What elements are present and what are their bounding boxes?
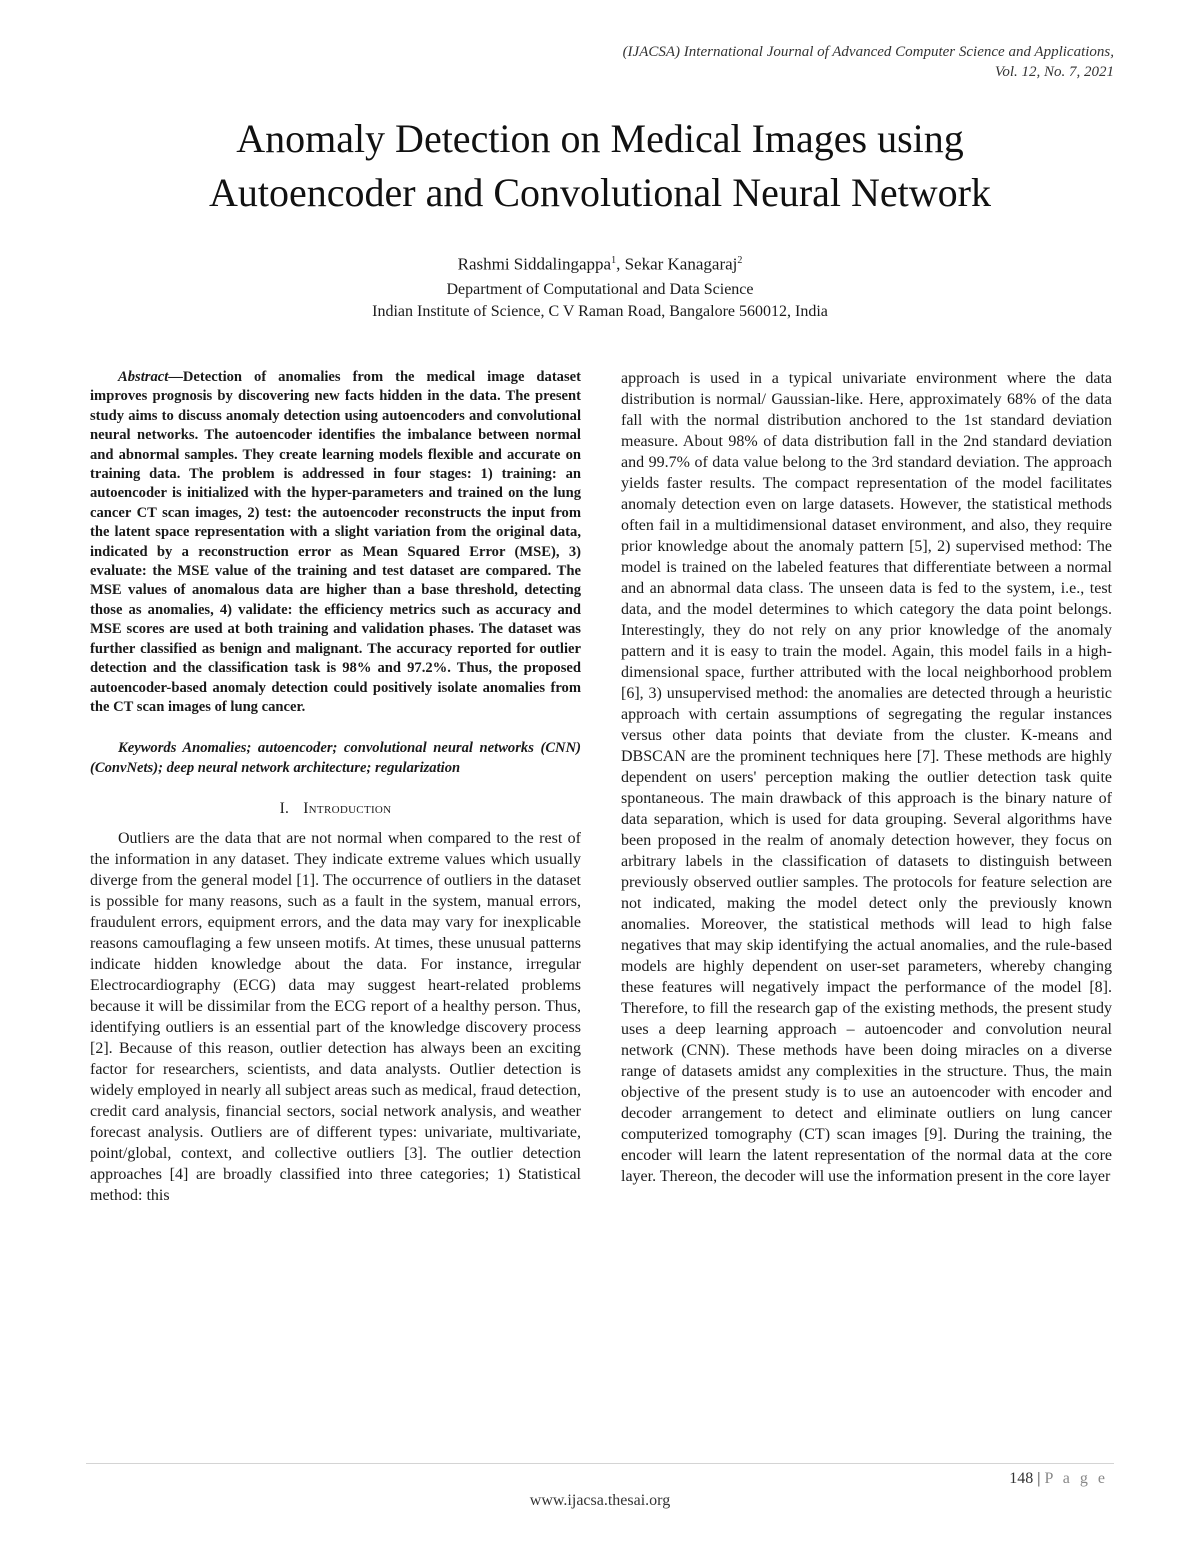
right-column <box>621 368 1112 1187</box>
abstract <box>90 368 581 717</box>
page-number <box>1009 1470 1108 1488</box>
authors <box>0 250 1200 276</box>
introduction-paragraph-left: Outliers are the data that are not normal when compared to the rest of the information in any dataset. They indicate extreme values which usually diverge from the general model [1]. The occurrence of outliers in the dataset is possible for many reasons, such as a fault in the system, manual errors, fraudulent errors, equipment errors, and the data may vary for inexplicable reasons camouflaging a few unseen motifs. At times, these unusual patterns indicate hidden knowledge about the data. For instance, irregular Electrocardiography (ECG) data may suggest heart-related problems because it will be dissimilar from the ECG report of a healthy person. Thus, identifying outliers is an essential part of the knowledge discovery process [2]. Because of this reason, outlier detection has always been an exciting factor for researchers, scientists, and data analysts. Outlier detection is widely employed in nearly all subject areas such as medical, fraud detection, credit card analysis, financial sectors, social network analysis, and weather forecast analysis. Outliers are of different types: univariate, multivariate, point/global, context, and collective outliers [3]. The outlier detection approaches [4] are broadly classified into three categories; 1) Statistical method: this <box>90 830 581 1205</box>
abstract-text: —Detection of anomalies from the medical image dataset improves prognosis by discovering new facts hidden in the data. The present study aims to discuss anomaly detection using autoencoders and convolutional neural networks. The autoencoder identifies the imbalance between normal and abnormal samples. They create learning models flexible and accurate on training data. The problem is addressed in four stages: 1) training: an autoencoder is initialized with the hyper-parameters and trained on the lung cancer CT scan images, 2) test: the autoencoder reconstructs the input from the latent space representation with a slight variation from the original data, indicated by a reconstruction error as Mean Squared Error (MSE), 3) evaluate: the MSE value of the training and test dataset are compared. The MSE values of anomalous data are higher than a base threshold, detecting those as anomalies, 4) validate: the efficiency metrics such as accuracy and MSE scores are used at both training and validation phases. The dataset was further classified as benign and malignant. The accuracy reported for outlier detection and the classification task is 98% and 97.2%. Thus, the proposed autoencoder-based anomaly detection could positively isolate anomalies from the CT scan images of lung cancer. <box>90 369 581 715</box>
left-column <box>90 368 581 1206</box>
page-number-separator: | <box>1033 1470 1045 1487</box>
section-number: I. <box>279 800 290 818</box>
introduction-paragraph-right: approach is used in a typical univariate environment where the data distribution is normal/ Gaussian-like. Here, approximately 68% of the data fall with the normal distribution anchored to the 1st standard deviation measure. About 98% of data distribution fall in the 2nd standard deviation and 99.7% of data value belong to the 3rd standard deviation. The approach yields faster results. The compact representation of the model facilitates anomaly detection even on large datasets. However, the statistical methods often fail in a multidimensional dataset environment, and also, they require prior knowledge about the anomaly pattern [5], 2) supervised method: The model is trained on the labeled features that differentiate between a normal and an abnormal data class. The unseen data is fed to the system, i.e., test data, and the model determines to which category the data point belongs. Interestingly, they do not rely on any prior knowledge of the anomaly pattern and it is easy to train the model. Again, this model fails in a high-dimensional space, further attributed with the local neighborhood problem [6], 3) unsupervised method: the anomalies are detected through a heuristic approach with certain assumptions of segregating the regular instances versus other data points that deviate from the cluster. K-means and DBSCAN are the prominent techniques here [7]. These methods are highly dependent on users' perception making the outlier detection task quite spontaneous. The main drawback of this approach is the binary nature of data separation, which is used for data grouping. Several algorithms have been proposed in the realm of anomaly detection however, they focus on arbitrary labels in the classification of datasets to distinguish between previously observed outlier samples. The protocols for feature selection are not indicated, making the model detect only the previously known anomalies. Moreover, the statistical methods will lead to high false negatives that may skip identifying the actual anomalies, and the rule-based models are highly dependent on user-set parameters, whereby changing these features will negatively impact the performance of the model [8]. Therefore, to fill the research gap of the existing methods, the present study uses a deep learning approach – autoencoder and convolution neural network (CNN). These methods have been doing miracles on a diverse range of datasets amidst any complexities in the structure. Thus, the main objective of the present study is to use an autoencoder with encoder and decoder arrangement to detect and eliminate outliers on lung cancer computerized tomography (CT) scan images [9]. During the training, the encoder will learn the latent representation of the normal data at the core layer. Thereon, the decoder will use the information present in the core layer <box>621 370 1112 1185</box>
journal-website: www.ijacsa.thesai.org <box>529 1492 671 1509</box>
paper-title <box>0 112 1200 220</box>
journal-header <box>414 42 1114 82</box>
author-2-affil-mark: 2 <box>737 255 743 266</box>
affiliation-institute: Indian Institute of Science, C V Raman Road, Bangalore 560012, India <box>372 303 828 320</box>
section-name: Introduction <box>303 800 392 818</box>
author-1-affil-mark: 1 <box>611 255 617 266</box>
journal-name: (IJACSA) International Journal of Advanced Computer Science and Applications, <box>622 44 1114 60</box>
author-separator: , <box>616 254 625 274</box>
page-word: P a g e <box>1044 1470 1108 1487</box>
journal-volume: Vol. 12, No. 7, 2021 <box>994 64 1114 80</box>
title-line-1: Anomaly Detection on Medical Images using <box>236 116 964 161</box>
author-2: Sekar Kanagaraj <box>624 254 738 274</box>
author-1: Rashmi Siddalingappa <box>457 254 612 274</box>
abstract-label: Abstract <box>118 369 169 385</box>
section-heading-introduction <box>90 800 581 818</box>
footer-divider <box>86 1463 1114 1464</box>
title-line-2: Autoencoder and Convolutional Neural Network <box>208 170 991 215</box>
affiliation-department: Department of Computational and Data Science <box>446 281 754 298</box>
page-number-value: 148 <box>1009 1470 1034 1487</box>
keywords: Keywords Anomalies; autoencoder; convolutional neural networks (CNN) (ConvNets); deep neural network architecture; regularization <box>90 740 581 776</box>
